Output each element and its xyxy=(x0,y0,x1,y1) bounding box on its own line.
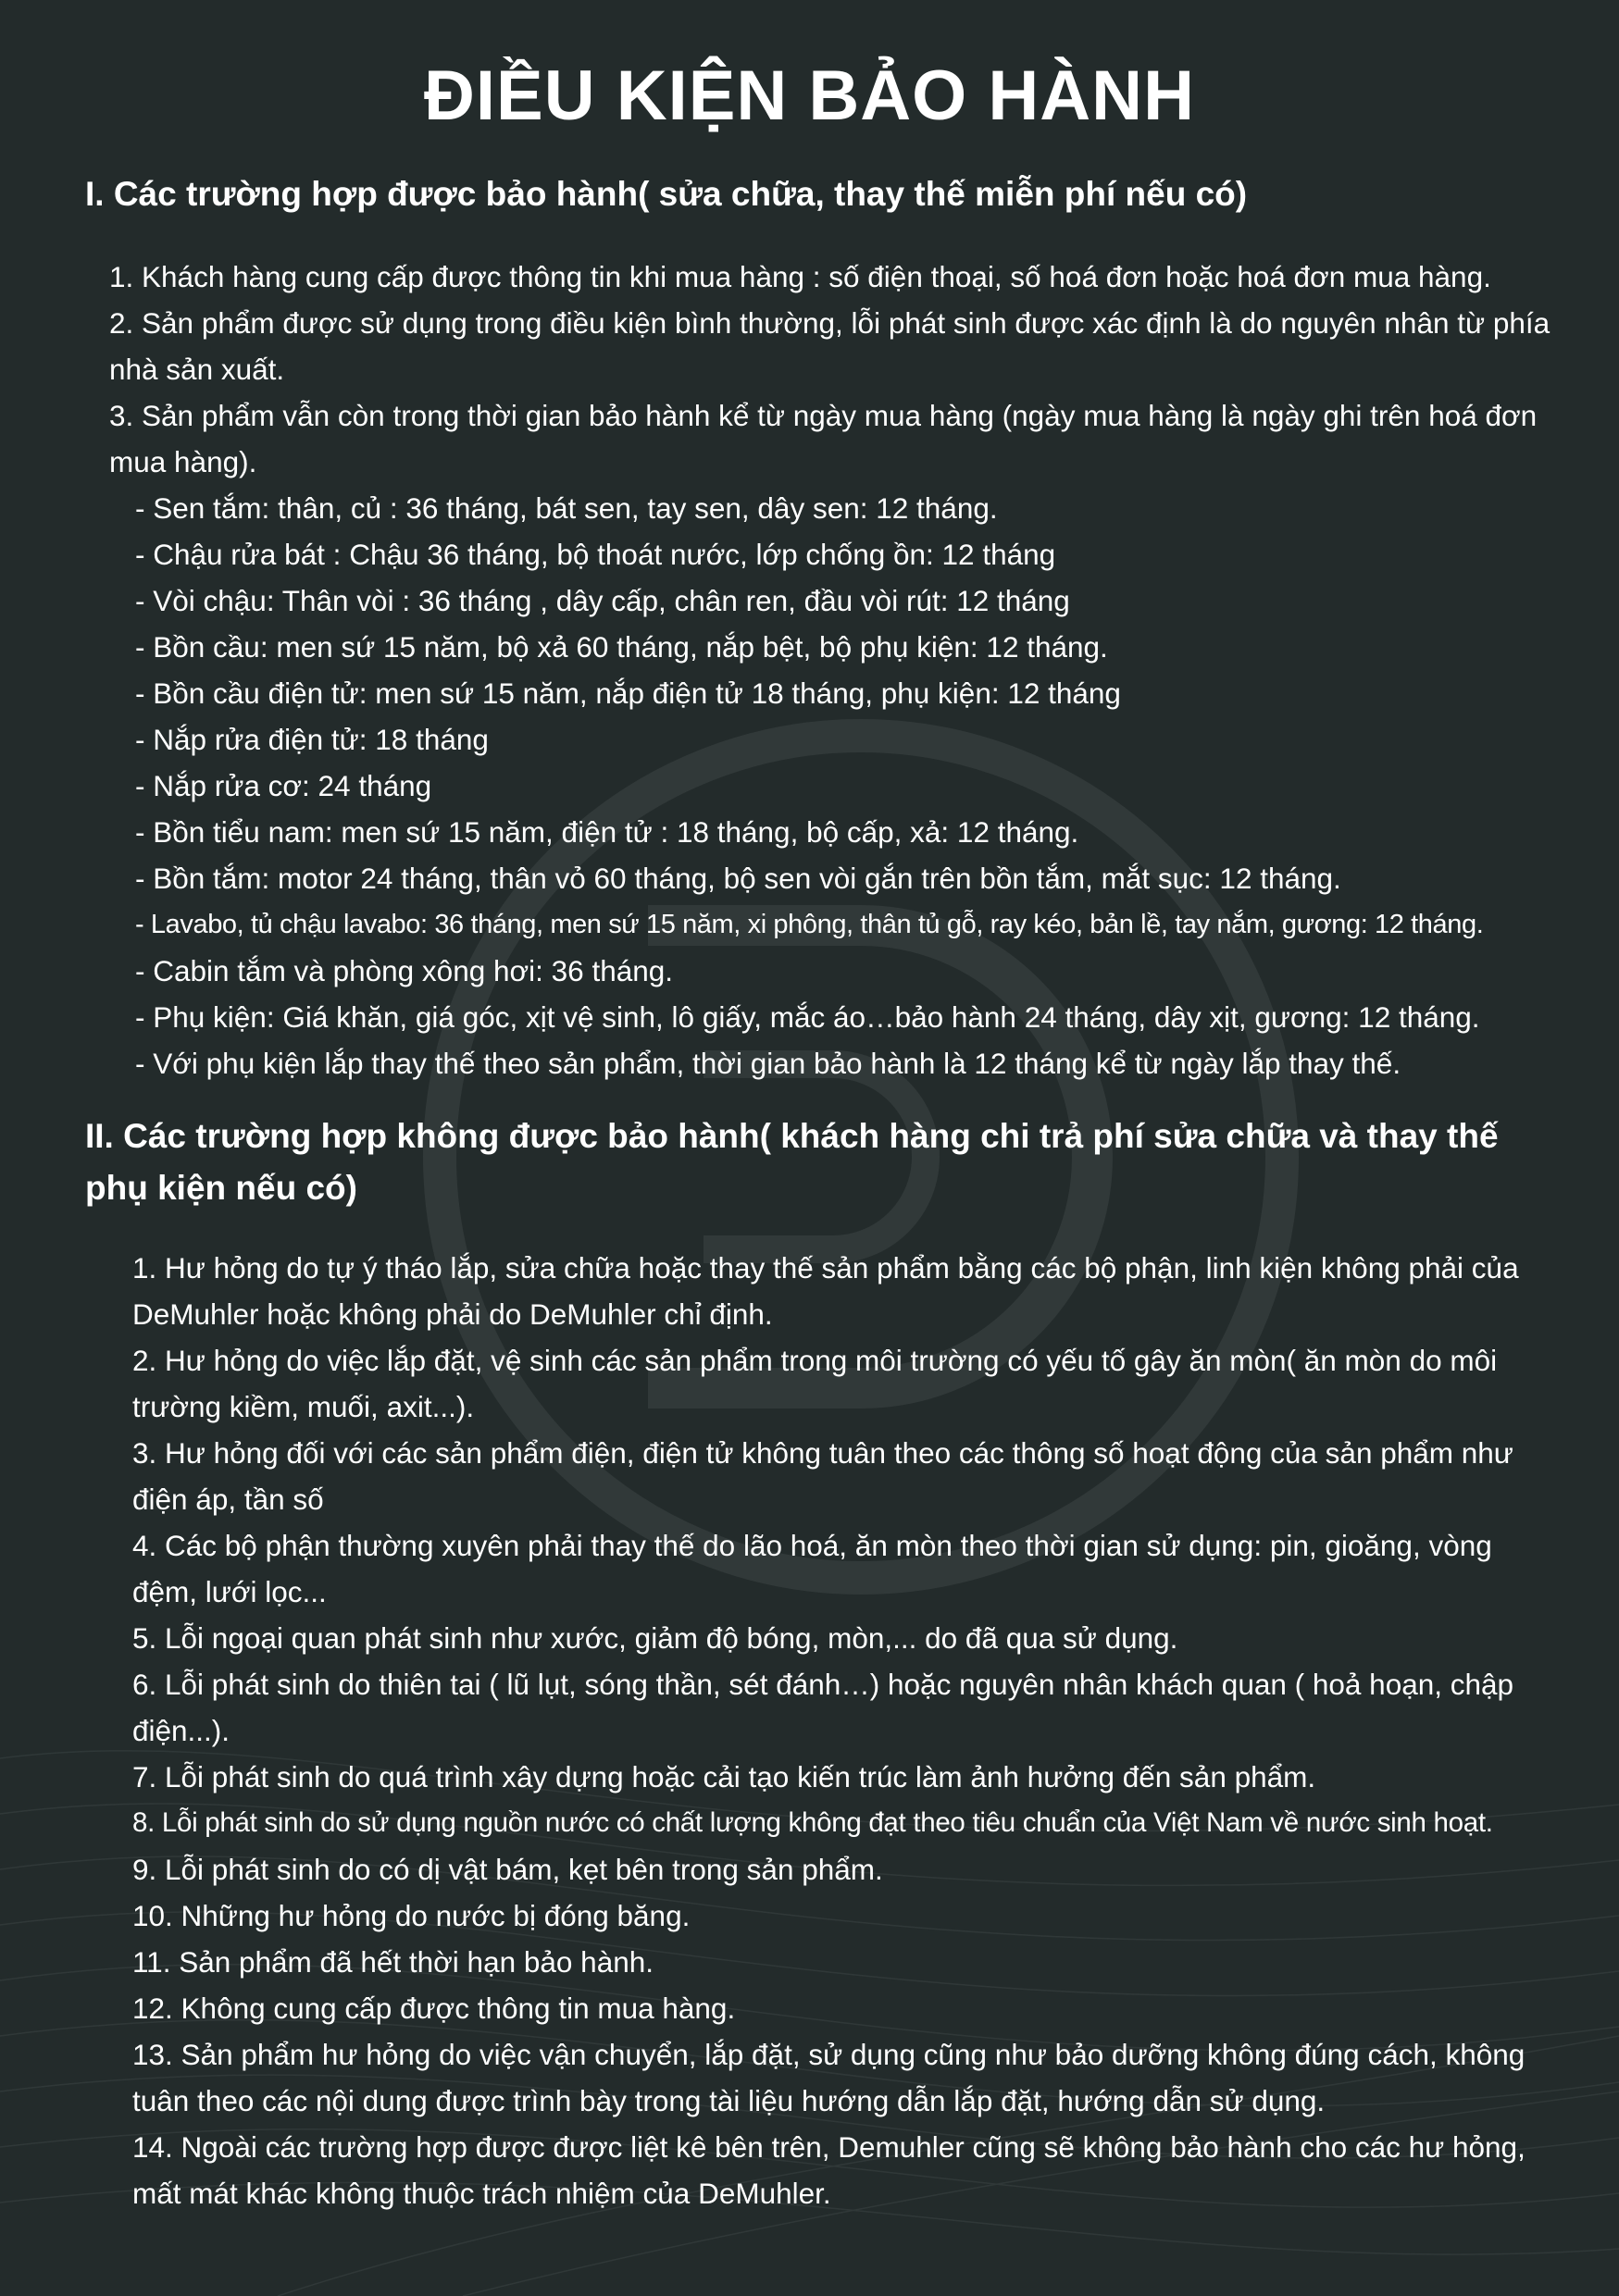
section-2-heading: II. Các trường hợp không được bảo hành( khách hàng chi trả phí sửa chữa và thay thế phụ kiện nếu có) xyxy=(85,1117,1499,1207)
list-item: 4. Các bộ phận thường xuyên phải thay thế do lão hoá, ăn mòn theo thời gian sử dụng: pin, gioăng, vòng đệm, lưới lọc... xyxy=(132,1529,1492,1608)
list-item: 2. Sản phẩm được sử dụng trong điều kiện bình thường, lỗi phát sinh được xác định là do nguyên nhân từ phía nhà sản xuất. xyxy=(109,306,1551,386)
list-item: 14. Ngoài các trường hợp được được liệt kê bên trên, Demuhler cũng sẽ không bảo hành cho các hư hỏng, mất mát khác không thuộc trách nhiệm của DeMuhler. xyxy=(132,2130,1526,2210)
list-subitem: - Sen tắm: thân, củ : 36 tháng, bát sen, tay sen, dây sen: 12 tháng. xyxy=(135,491,998,525)
section-1-list xyxy=(109,254,1563,1086)
list-subitem: - Bồn cầu: men sứ 15 năm, bộ xả 60 tháng, nắp bệt, bộ phụ kiện: 12 tháng. xyxy=(135,630,1108,664)
list-item: 6. Lỗi phát sinh do thiên tai ( lũ lụt, sóng thần, sét đánh…) hoặc nguyên nhân khách quan ( hoả hoạn, chập điện...). xyxy=(132,1668,1514,1747)
list-item: 8. Lỗi phát sinh do sử dụng nguồn nước có chất lượng không đạt theo tiêu chuẩn của Việt Nam về nước sinh hoạt. xyxy=(132,1807,1493,1838)
list-item: 11. Sản phẩm đã hết thời hạn bảo hành. xyxy=(132,1945,654,1979)
list-subitem: - Bồn tắm: motor 24 tháng, thân vỏ 60 tháng, bộ sen vòi gắn trên bồn tắm, mắt sục: 12 tháng. xyxy=(135,862,1341,895)
list-item: 13. Sản phẩm hư hỏng do việc vận chuyển, lắp đặt, sử dụng cũng như bảo dưỡng không đúng cách, không tuân theo các nội dung được trình bày trong tài liệu hướng dẫn lắp đặt, hướng dẫn sử dụng. xyxy=(132,2038,1526,2117)
list-subitem: - Phụ kiện: Giá khăn, giá góc, xịt vệ sinh, lô giấy, mắc áo…bảo hành 24 tháng, dây xịt, gương: 12 tháng. xyxy=(135,1000,1480,1034)
list-subitem: - Chậu rửa bát : Chậu 36 tháng, bộ thoát nước, lớp chống ồn: 12 tháng xyxy=(135,538,1056,571)
list-item: 1. Khách hàng cung cấp được thông tin khi mua hàng : số điện thoại, số hoá đơn hoặc hoá đơn mua hàng. xyxy=(109,260,1491,293)
list-subitem: - Bồn cầu điện tử: men sứ 15 năm, nắp điện tử 18 tháng, phụ kiện: 12 tháng xyxy=(135,676,1121,710)
page-title: ĐIỀU KIỆN BẢO HÀNH xyxy=(424,56,1195,135)
list-subitem: - Nắp rửa điện tử: 18 tháng xyxy=(135,723,489,756)
list-subitem: - Lavabo, tủ chậu lavabo: 36 tháng, men sứ 15 năm, xi phông, thân tủ gỗ, ray kéo, bản lề, tay nắm, gương: 12 tháng. xyxy=(135,910,1484,939)
list-subitem: - Vòi chậu: Thân vòi : 36 tháng , dây cấp, chân ren, đầu vòi rút: 12 tháng xyxy=(135,584,1070,617)
list-item: 2. Hư hỏng do việc lắp đặt, vệ sinh các sản phẩm trong môi trường có yếu tố gây ăn mòn( ăn mòn do môi trường kiềm, muối, axit...). xyxy=(132,1344,1498,1423)
list-item: 9. Lỗi phát sinh do có dị vật bám, kẹt bên trong sản phẩm. xyxy=(132,1853,883,1886)
list-item: 7. Lỗi phát sinh do quá trình xây dựng hoặc cải tạo kiến trúc làm ảnh hưởng đến sản phẩm. xyxy=(132,1760,1316,1793)
list-item: 3. Hư hỏng đối với các sản phẩm điện, điện tử không tuân theo các thông số hoạt động của sản phẩm như điện áp, tần số xyxy=(132,1436,1513,1516)
list-subitem: - Nắp rửa cơ: 24 tháng xyxy=(135,769,432,802)
list-item: 12. Không cung cấp được thông tin mua hàng. xyxy=(132,1992,736,2025)
list-subitem: - Với phụ kiện lắp thay thế theo sản phẩm, thời gian bảo hành là 12 tháng kể từ ngày lắp thay thế. xyxy=(135,1047,1401,1080)
list-subitem: - Bồn tiểu nam: men sứ 15 năm, điện tử : 18 tháng, bộ cấp, xả: 12 tháng. xyxy=(135,815,1079,849)
list-subitem: - Cabin tắm và phòng xông hơi: 36 tháng. xyxy=(135,954,674,987)
section-1-heading: I. Các trường hợp được bảo hành( sửa chữa, thay thế miễn phí nếu có) xyxy=(85,175,1248,213)
list-item: 10. Những hư hỏng do nước bị đóng băng. xyxy=(132,1899,691,1932)
list-item: 5. Lỗi ngoại quan phát sinh như xước, giảm độ bóng, mòn,... do đã qua sử dụng. xyxy=(132,1621,1178,1655)
section-2-list xyxy=(132,1245,1532,2216)
list-item: 1. Hư hỏng do tự ý tháo lắp, sửa chữa hoặc thay thế sản phẩm bằng các bộ phận, linh kiện không phải của DeMuhler hoặc không phải do DeMuhler chỉ định. xyxy=(132,1251,1519,1331)
list-item: 3. Sản phẩm vẫn còn trong thời gian bảo hành kể từ ngày mua hàng (ngày mua hàng là ngày ghi trên hoá đơn mua hàng). xyxy=(109,399,1538,478)
